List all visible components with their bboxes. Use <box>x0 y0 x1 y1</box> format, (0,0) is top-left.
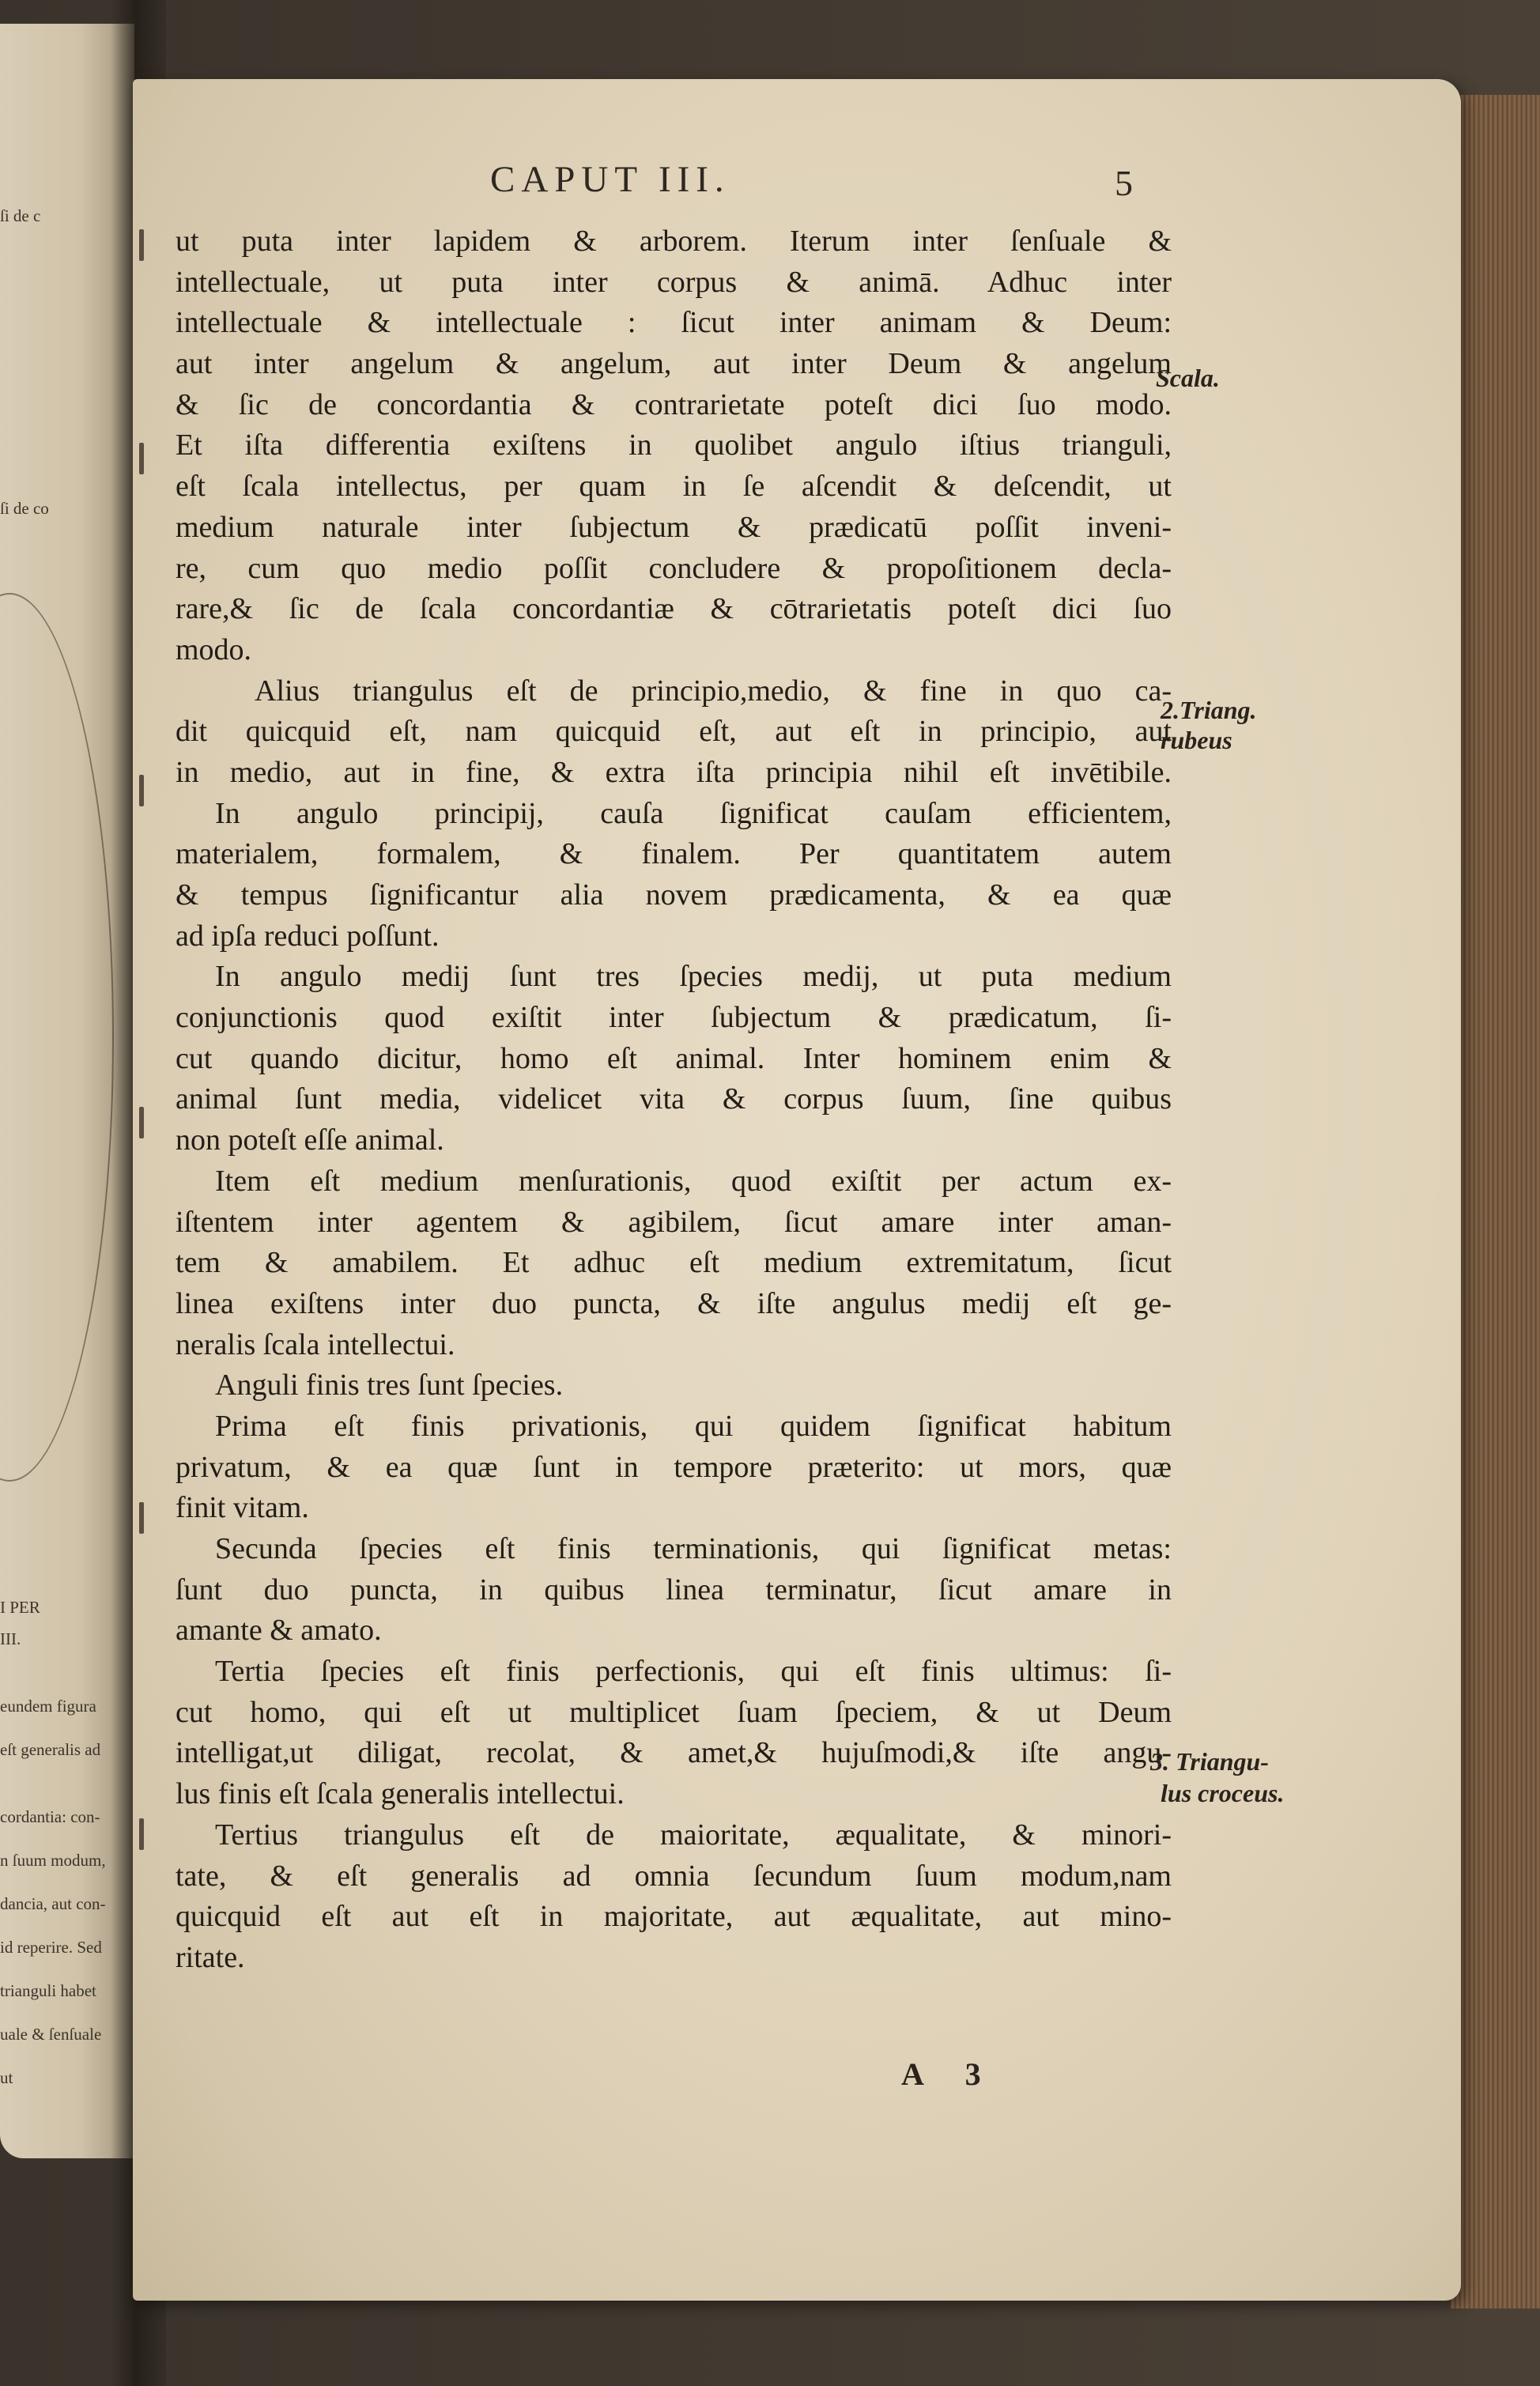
text-line: & tempus ſignificantur alia novem prædicamenta, & ea quæ <box>176 878 1172 912</box>
left-page-text: ſi de co <box>0 499 49 518</box>
stitch-mark <box>139 229 144 261</box>
text-line: tate, & eſt generalis ad omnia ſecundum ſuum modum,nam <box>176 1859 1172 1893</box>
left-page-text: n ſuum modum, <box>0 1851 106 1870</box>
text-line: conjunctionis quod exiſtit inter ſubjectum & prædicatum, ſi- <box>176 1001 1172 1035</box>
text-line: rare,& ſic de ſcala concordantiæ & cōtrarietatis poteſt dici ſuo <box>176 592 1172 626</box>
left-page-text: dancia, aut con- <box>0 1894 106 1913</box>
text-line: Item eſt medium menſurationis, quod exiſtit per actum ex- <box>215 1164 1172 1198</box>
text-line: neralis ſcala intellectui. <box>176 1327 455 1361</box>
text-line: iſtentem inter agentem & agibilem, ſicut amare inter aman- <box>176 1205 1172 1239</box>
page-number: 5 <box>1115 163 1133 203</box>
text-line: In angulo principij, cauſa ſignificat cauſam efficientem, <box>215 796 1172 830</box>
marginal-note: 3. Triangu- <box>1150 1747 1269 1776</box>
left-page-text: trianguli habet <box>0 1981 96 2000</box>
running-head: CAPUT III. <box>490 159 730 200</box>
marginal-note: 2.Triang. <box>1161 696 1257 724</box>
text-line: intellectuale & intellectuale : ſicut inter animam & Deum: <box>176 306 1172 340</box>
printer-signature: A 3 <box>901 2056 998 2092</box>
text-line: non poteſt eſſe animal. <box>176 1123 444 1157</box>
text-line: Alius triangulus eſt de principio,medio, & fine in quo ca- <box>255 674 1172 708</box>
left-page-text: I PER <box>0 1598 40 1617</box>
stitch-mark <box>139 1107 144 1138</box>
text-line: linea exiſtens inter duo puncta, & iſte angulus medij eſt ge- <box>176 1286 1172 1320</box>
marginal-note: rubeus <box>1161 726 1232 754</box>
text-line: amante & amato. <box>176 1614 382 1648</box>
text-line: Anguli finis tres ſunt ſpecies. <box>215 1369 564 1403</box>
text-line: Prima eſt finis privationis, qui quidem ſignificat habitum <box>215 1409 1172 1443</box>
marginal-note: lus croceus. <box>1161 1779 1285 1807</box>
text-line: lus finis eſt ſcala generalis intellectui. <box>176 1777 625 1811</box>
marginal-note: Scala. <box>1156 364 1220 392</box>
text-line: Secunda ſpecies eſt finis terminationis, qui ſignificat metas: <box>215 1532 1172 1565</box>
text-line: cut homo, qui eſt ut multiplicet ſuam ſpeciem, & ut Deum <box>176 1695 1172 1729</box>
circular-diagram-fragment <box>0 593 114 1482</box>
left-page-text: ſi de c <box>0 206 41 225</box>
left-page-text: ut <box>0 2068 13 2087</box>
text-line: ſunt duo puncta, in quibus linea terminatur, ſicut amare in <box>176 1572 1172 1606</box>
left-page-text: III. <box>0 1629 21 1648</box>
text-line: ad ipſa reduci poſſunt. <box>176 919 440 953</box>
text-line: tem & amabilem. Et adhuc eſt medium extremitatum, ſicut <box>176 1246 1172 1280</box>
left-page-text: eſt generalis ad <box>0 1740 101 1759</box>
text-line: intelligat,ut diligat, recolat, & amet,& hujuſmodi,& iſte angu- <box>176 1736 1172 1770</box>
text-line: animal ſunt media, videlicet vita & corpus ſuum, ſine quibus <box>176 1082 1172 1116</box>
text-line: materialem, formalem, & finalem. Per quantitatem autem <box>176 837 1172 871</box>
stitch-mark <box>139 443 144 474</box>
text-line: eſt ſcala intellectus, per quam in ſe aſcendit & deſcendit, ut <box>176 470 1172 504</box>
text-line: aut inter angelum & angelum, aut inter Deum & angelum <box>176 347 1172 381</box>
text-line: quicquid eſt aut eſt in majoritate, aut æqualitate, aut mino- <box>176 1900 1172 1934</box>
text-line: Et iſta differentia exiſtens in quolibet angulo iſtius trianguli, <box>176 428 1172 462</box>
left-page-text: cordantia: con- <box>0 1807 100 1826</box>
text-line: re, cum quo medio poſſit concludere & propoſitionem decla- <box>176 551 1172 585</box>
text-line: dit quicquid eſt, nam quicquid eſt, aut eſt in principio, aut <box>176 715 1172 749</box>
stitch-mark <box>139 1818 144 1850</box>
text-line: finit vitam. <box>176 1491 309 1525</box>
body-text <box>176 221 1172 1979</box>
stitch-mark <box>139 775 144 806</box>
text-line: privatum, & ea quæ ſunt in tempore præterito: ut mors, quæ <box>176 1450 1172 1484</box>
text-line: ut puta inter lapidem & arborem. Iterum inter ſenſuale & <box>176 225 1172 258</box>
stitch-mark <box>139 1502 144 1534</box>
text-line: intellectuale, ut puta inter corpus & animā. Adhuc inter <box>176 265 1172 299</box>
left-page-text: id reperire. Sed <box>0 1938 102 1957</box>
page-edges <box>1451 95 1540 2309</box>
text-line: Tertius triangulus eſt de maioritate, æqualitate, & minori- <box>215 1818 1172 1852</box>
text-line: in medio, aut in fine, & extra iſta principia nihil eſt invētibile. <box>176 755 1172 789</box>
text-line: medium naturale inter ſubjectum & prædicatū poſſit inveni- <box>176 510 1172 544</box>
left-page-text: uale & ſenſuale <box>0 2025 102 2044</box>
text-line: In angulo medij ſunt tres ſpecies medij, ut puta medium <box>215 960 1172 994</box>
text-line: cut quando dicitur, homo eſt animal. Inter hominem enim & <box>176 1041 1172 1075</box>
text-line: modo. <box>176 632 252 666</box>
left-page-text: eundem figura <box>0 1697 96 1716</box>
text-line: Tertia ſpecies eſt finis perfectionis, qui eſt finis ultimus: ſi- <box>215 1655 1172 1689</box>
text-line: & ſic de concordantia & contrarietate poteſt dici ſuo modo. <box>176 387 1172 421</box>
text-line: ritate. <box>176 1940 245 1974</box>
